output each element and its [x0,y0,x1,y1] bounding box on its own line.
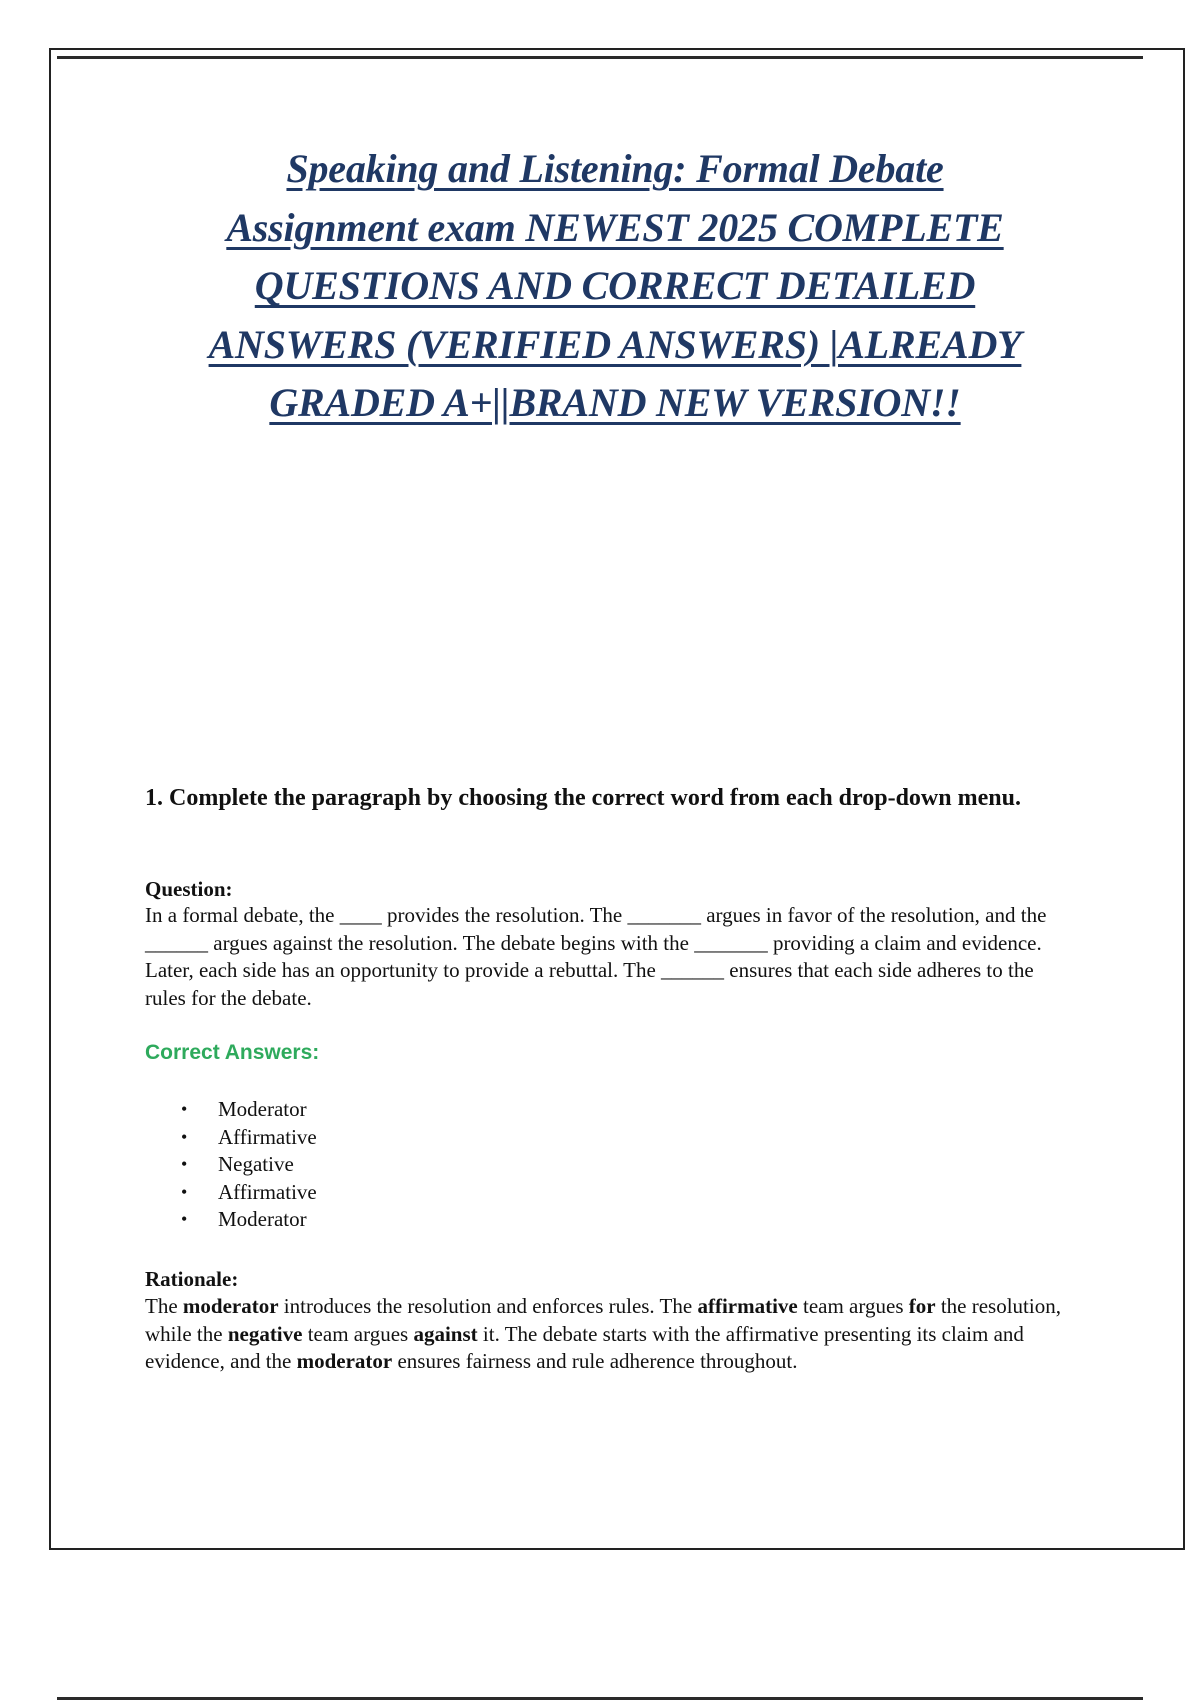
answer-text: Affirmative [218,1179,317,1204]
answer-text: Affirmative [218,1124,317,1149]
answer-text: Moderator [218,1207,307,1231]
title-line: Assignment exam NEWEST 2025 COMPLETE [226,204,1004,250]
answer-item [145,1151,1075,1179]
rationale-keyword: moderator [296,1349,393,1373]
rationale-label: Rationale: [145,1267,239,1291]
bullet-icon: • [181,1209,188,1229]
rationale-segment: ensures fairness and rule adherence throughout. [392,1349,798,1373]
answers-list [145,1096,1075,1234]
bullet-icon: • [181,1181,188,1202]
answer-text: Moderator [218,1097,307,1121]
rationale-segment: team argues [302,1321,414,1346]
title-line: Speaking and Listening: Formal Debate [286,146,944,191]
rationale-segment: introduces the resolution and enforces rules. The [278,1294,698,1318]
answer-item [145,1096,1075,1124]
rationale-keyword: affirmative [697,1294,798,1318]
top-rule [57,56,1143,59]
rationale-text [145,1293,1075,1376]
title-line: ANSWERS (VERIFIED ANSWERS) |ALREADY [208,321,1022,367]
answer-item [145,1206,1075,1234]
bullet-icon: • [181,1126,188,1147]
rationale-keyword: moderator [182,1294,279,1318]
question-heading: 1. Complete the paragraph by choosing the correct word from each drop-down menu. [145,785,1021,811]
title-line: QUESTIONS AND CORRECT DETAILED [254,263,976,308]
correct-answers-heading: Correct Answers: [145,1041,320,1064]
bullet-icon: • [181,1154,188,1174]
question-text: In a formal debate, the ____ provides the resolution. The _______ argues in favor of the resolution, and the ______ argues against the resolution. The debate begins with the _______ providing a claim and evidence. Later, each side has an opportunity to provide a rebuttal. The ______ ensures that each side adheres to the rules for the debate. [145,903,1047,1010]
document-title [140,140,1090,433]
title-line: GRADED A+||BRAND NEW VERSION!! [269,380,961,425]
rationale-segment: The [145,1294,183,1318]
rationale-segment: it. The debate starts with the affirmative presenting its claim and evidence, and the [145,1321,1024,1373]
bullet-icon: • [181,1099,188,1119]
answer-item [145,1179,1075,1207]
rationale-keyword: against [413,1321,478,1346]
rationale-segment: team argues [797,1294,909,1318]
question-label: Question: [145,877,233,901]
rationale-keyword: negative [227,1321,303,1346]
rationale-segment: the resolution, while the [145,1294,1061,1346]
answer-item [145,1124,1075,1152]
answer-text: Negative [218,1152,294,1176]
rationale-keyword: for [908,1294,936,1318]
